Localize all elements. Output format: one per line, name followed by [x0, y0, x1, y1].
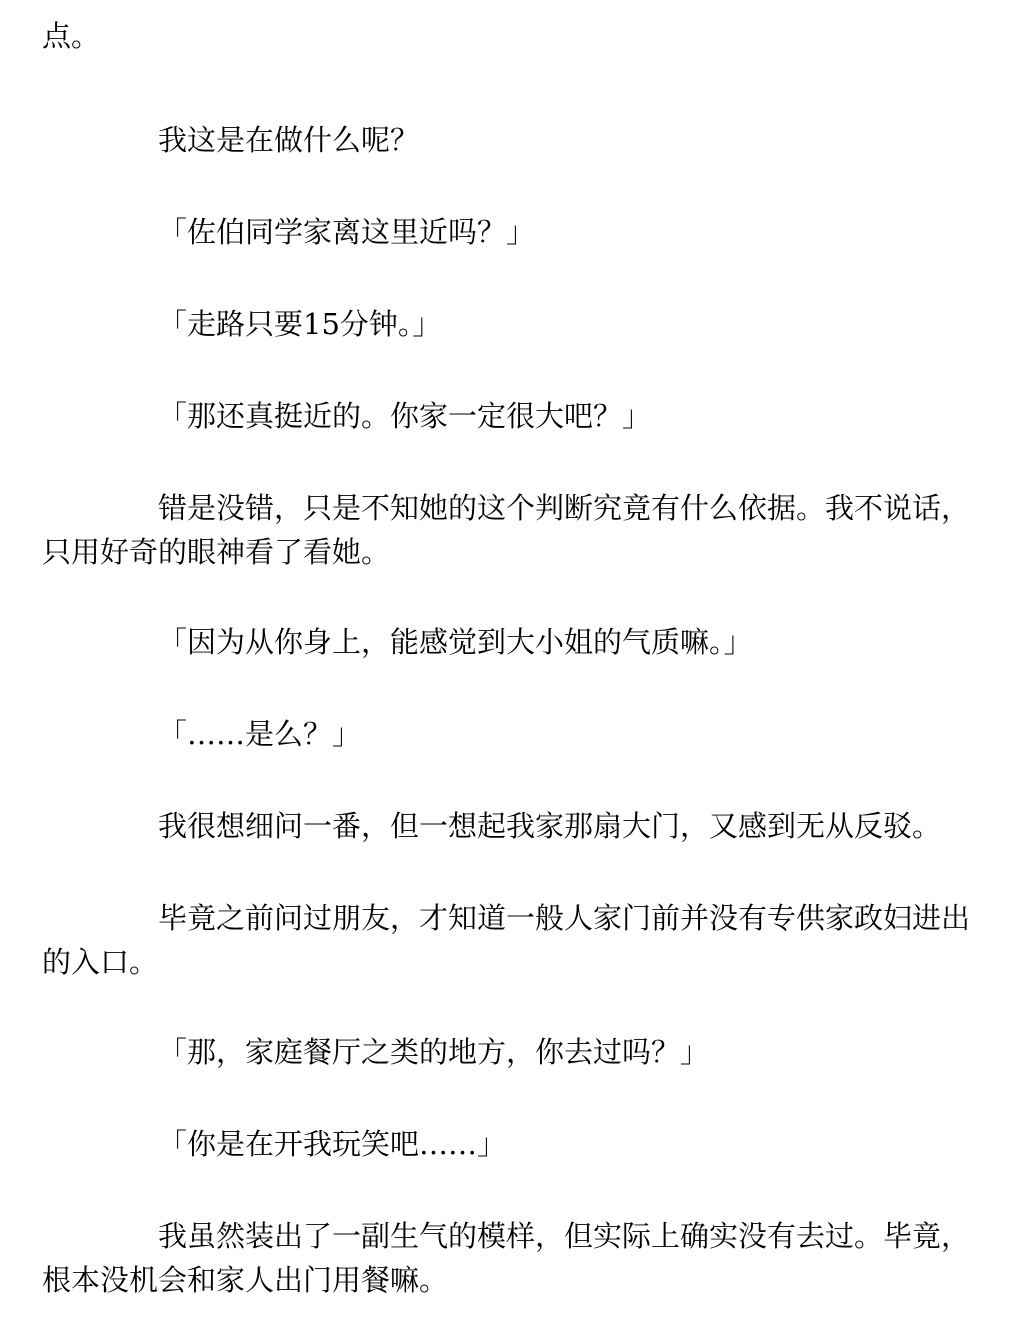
paragraph-monologue: 我这是在做什么呢？	[158, 123, 420, 157]
paragraph-narration: 我虽然装出了一副生气的模样，但实际上确实没有去过。毕竟，根本没机会和家人出门用餐嘛。	[42, 1219, 971, 1297]
dialogue-line: 「你是在开我玩笑吧……」	[158, 1127, 507, 1161]
dialogue-line: 「那，家庭餐厅之类的地方，你去过吗？」	[158, 1035, 710, 1069]
paragraph-narration: 我很想细问一番，但一想起我家那扇大门，又感到无从反驳。	[158, 809, 942, 843]
paragraph-continuation: 点。	[42, 19, 101, 53]
paragraph-narration: 错是没错，只是不知她的这个判断究竟有什么依据。我不说话，只用好奇的眼神看了看她。	[42, 491, 971, 569]
dialogue-line: 「佐伯同学家离这里近吗？」	[158, 215, 536, 249]
dialogue-line: 「……是么？」	[158, 717, 362, 751]
paragraph-narration: 毕竟之前问过朋友，才知道一般人家门前并没有专供家政妇进出的入口。	[42, 901, 971, 979]
dialogue-line: 「走路只要15分钟。」	[158, 307, 442, 341]
dialogue-line: 「因为从你身上，能感觉到大小姐的气质嘛。」	[158, 625, 753, 659]
dialogue-line: 「那还真挺近的。你家一定很大吧？」	[158, 399, 652, 433]
